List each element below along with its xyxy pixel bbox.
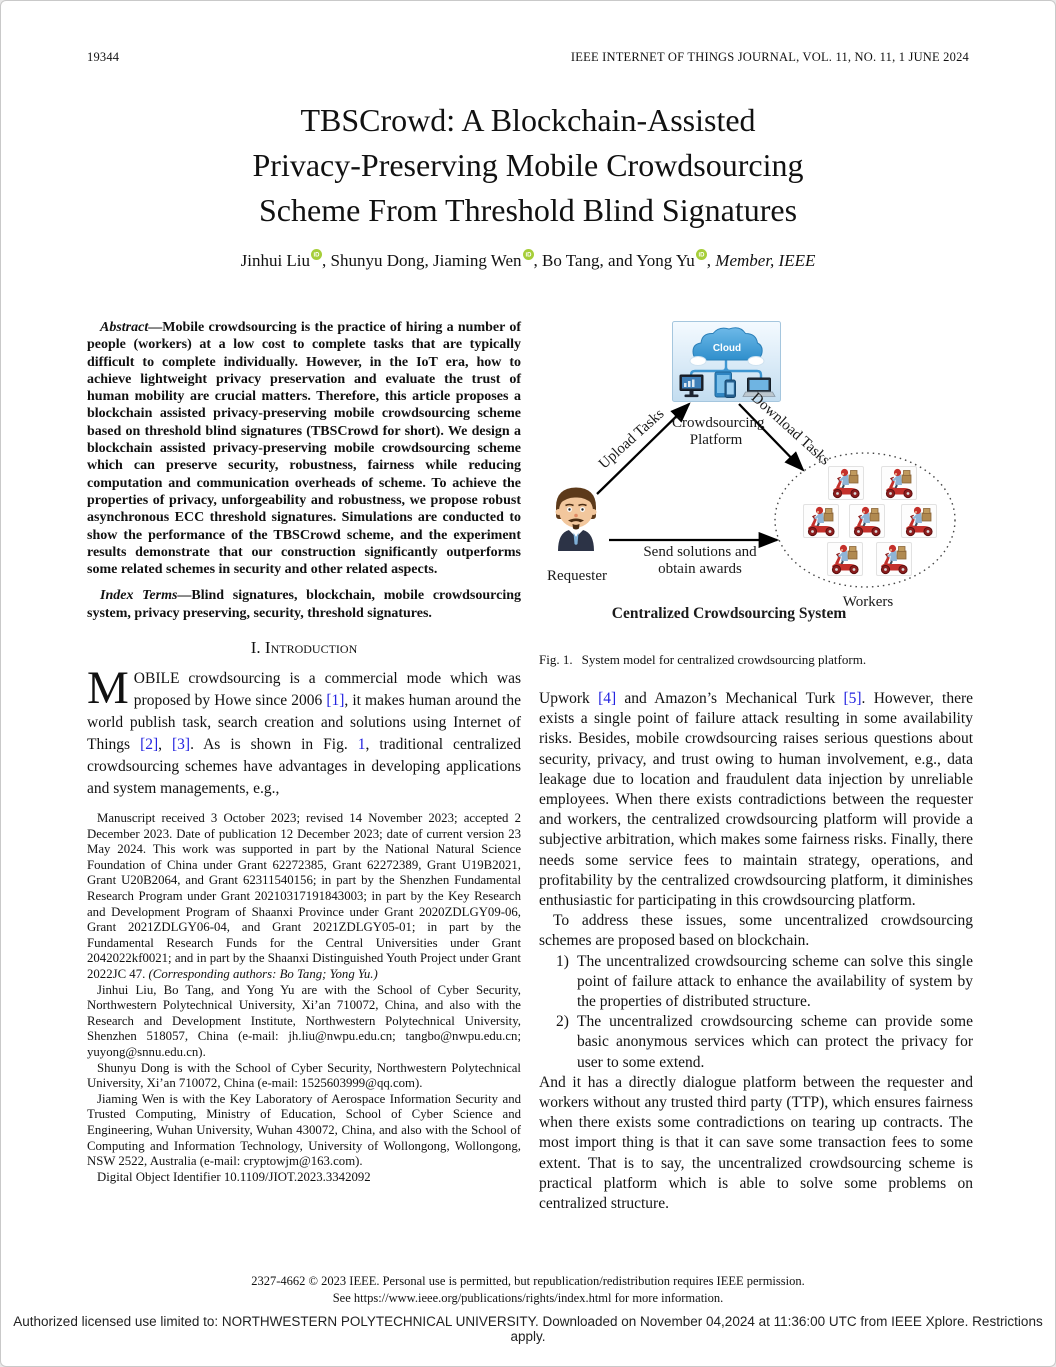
- body-text: and Amazon’s Mechanical Turk: [616, 690, 844, 707]
- platform-label-line2: Platform: [689, 432, 743, 448]
- download-tasks-label: Download Tasks: [747, 389, 833, 469]
- worker-scooter-icon: [882, 467, 917, 500]
- first-page-footnotes: [87, 811, 521, 1185]
- figure-1-caption: [539, 652, 973, 668]
- abstract-label: Abstract: [100, 320, 149, 335]
- figure-caption-text: System model for centralized crowdsourcing platform.: [581, 652, 867, 667]
- send-solutions-label: [641, 544, 759, 578]
- footnote-text: Manuscript received 3 October 2023; revised 14 November 2023; accepted 2 December 2023. Date of publication 12 December 2023; date of current version 23 May 2024. This work was supported in part by the National Natural Science Foundation of China under Grant 62272385, Grant 62272389, Grant U19B2021, Grant U20B2064, and Grant 62311540156; in part by the Shenzhen Fundamental Research Program under Grant 20210317191843003; in part by the Key Research and Development Program of Shaanxi Province under Grant 2020ZDLGY09-06, Grant 2021ZDLGY06-04, and Grant 2021ZDLGY05-01; in part by the Fundamental Research Funds for the Central Universities under Grant 2042022kf0021; and in part by the Shaanxi Distinguished Youth Project under Grant 2022JC 47.: [87, 811, 521, 981]
- rights-url-line: See https://www.ieee.org/publications/rights/index.html for more information.: [332, 1291, 724, 1305]
- index-terms-label: Index Terms: [100, 588, 178, 604]
- intro-text: , it makes human around the world publish task, search creation and solutions using Internet of Things: [87, 692, 521, 754]
- footnote-affiliation-2: Shunyu Dong is with the School of Cyber Security, Northwestern Polytechnical University, Xi’an 710072, China (e-mail: 1525603999@qq.com).: [87, 1060, 521, 1091]
- upload-tasks-label: Upload Tasks: [595, 405, 668, 473]
- worker-scooter-icon: [850, 505, 885, 538]
- citation-ref-2[interactable]: [2]: [140, 736, 159, 754]
- running-head: [87, 50, 969, 65]
- footnote-affiliation-1: Jinhui Liu, Bo Tang, and Yong Yu are with the School of Cyber Security, Northwestern Polytechnical University, Xi’an 710072, China, and also with the Research and Development Institute, Northwestern Polytechnical University, Shenzhen 518057, China (e-mail: jh.liu@nwpu.edu.cn; tangbo@nwpu.edu.cn; yuyong@snnu.edu.cn).: [87, 982, 521, 1059]
- cloud-platform-graphic: [673, 322, 781, 402]
- author-names: , Shunyu Dong, Jiaming Wen: [322, 251, 522, 270]
- index-terms-text: —Blind signatures, blockchain, mobile crowdsourcing system, privacy preserving, security, threshold signatures.: [87, 588, 521, 621]
- figure-ref-1[interactable]: 1: [357, 736, 366, 754]
- citation-ref-1[interactable]: [1]: [326, 692, 345, 710]
- abstract: [87, 319, 521, 578]
- svg-text:iD: iD: [698, 252, 705, 259]
- member-designation: Member, IEEE: [715, 251, 816, 270]
- body-text: . However, there exists a single point of failure attack resulting in some availability risks. Besides, mobile crowdsourcing raises serious questions about security, privacy, and trust owing to human involvement, e.g., data leakage due to location and fraudulent data injection by unreliable employees. When there exists contradictions between the requester and workers, the centralized crowdsourcing platform will provide a subjective arbitration, which makes some fairness risks. Finally, there needs some service fees to maintain strategy, operations, and profitability by the centralized crowdsourcing platform, it diminishes enthusiastic for participating in this crowdsourcing platform.: [539, 690, 973, 910]
- intro-text: ,: [158, 736, 173, 754]
- abstract-text: —Mobile crowdsourcing is the practice of hiring a number of people (workers) at a low cost to complete tasks that are typically difficult to complete individually. However, in the IoT era, how to achieve lightweight privacy preservation and evaluate the trust of human mobility are crucial matters. Therefore, this article proposes a blockchain assisted privacy-preserving mobile crowdsourcing scheme based on threshold blind signatures (TBSCrowd for short). We design a blockchain assisted privacy-preserving mobile crowdsourcing scheme which can preserve security, robustness, fairness while reducing computation and communication overheads of scheme. To achieve the properties of privacy, unforgeability and robustness, we propose robust asynchronous ECC threshold signatures. Simulations are conducted to show the performance of the TBSCrowd scheme, and the experiment results demonstrate that our construction significantly outperforms some related schemes in security and other related aspects.: [87, 320, 521, 578]
- title-line-3: Scheme From Threshold Blind Signatures: [258, 192, 798, 228]
- svg-text:iD: iD: [313, 252, 320, 259]
- page-number: 19344: [87, 50, 120, 64]
- title-line-2: Privacy-Preserving Mobile Crowdsourcing: [252, 147, 804, 183]
- footnote-affiliation-3: Jiaming Wen is with the Key Laboratory of Aerospace Information Security and Trusted Computing, Ministry of Education, School of Cyber Science and Engineering, Wuhan University, Wuhan 430072, China, and also with the School of Computing and Information Technology, University of Wollongong, Wollongong, NSW 2522, Australia (e-mail: cryptowjm@163.com).: [87, 1091, 521, 1169]
- list-item: [556, 952, 973, 1013]
- license-notice: Authorized licensed use limited to: NORTHWESTERN POLYTECHNICAL UNIVERSITY. Downloaded on November 04,2024 at 11:36:00 UTC from IEEE Xplore. Restrictions apply.: [13, 1314, 1043, 1344]
- citation-ref-4[interactable]: [4]: [598, 690, 617, 707]
- author-names: , Bo Tang, and Yong Yu: [533, 251, 695, 270]
- workers-label: Workers: [842, 594, 894, 610]
- body-text: Upwork: [539, 690, 599, 707]
- section-heading-introduction: I. Introduction: [250, 638, 358, 658]
- platform-label: [672, 415, 765, 449]
- worker-scooter-icon: [902, 505, 937, 538]
- list-item: [556, 1012, 973, 1073]
- introduction-paragraph: [87, 662, 522, 800]
- svg-text:iD: iD: [525, 252, 531, 259]
- orcid-icon[interactable]: [696, 249, 707, 260]
- copyright-footer: [1, 1273, 1055, 1307]
- intro-text: , traditional centralized crowdsourcing schemes have advantages in developing applications and system managements, e.g.,: [87, 736, 522, 798]
- worker-scooter-icon: [877, 543, 912, 576]
- send-solutions-line1: Send solutions and: [643, 544, 757, 560]
- orcid-icon[interactable]: [523, 249, 534, 260]
- figure-caption-label: Fig. 1.: [539, 652, 573, 667]
- send-solutions-line2: obtain awards: [658, 561, 742, 577]
- numbered-list: [539, 952, 973, 1073]
- footnote-manuscript: [87, 811, 521, 983]
- worker-scooter-icon: [804, 505, 839, 538]
- right-column: [539, 313, 973, 1214]
- orcid-icon[interactable]: [311, 249, 322, 260]
- journal-header: IEEE INTERNET OF THINGS JOURNAL, VOL. 11, NO. 11, 1 JUNE 2024: [570, 50, 969, 64]
- requester-label: Requester: [547, 568, 607, 584]
- authors-line: [1, 249, 1055, 271]
- body-paragraph-2: To address these issues, some uncentralized crowdsourcing schemes are proposed based on blockchain.: [539, 912, 973, 950]
- list-item-number: 2): [556, 1013, 569, 1031]
- list-item-text: The uncentralized crowdsourcing scheme can provide some basic anonymous services which can protect the privacy for user to some extend.: [577, 1013, 973, 1071]
- worker-scooter-icon: [828, 543, 863, 576]
- intro-text: OBILE crowdsourcing is a commercial mode which was proposed by Howe since 2006: [133, 670, 521, 710]
- body-paragraph-3: And it has a directly dialogue platform between the requester and workers without any trusted third party (TTP), which ensures fairness when there exists some contradictions on tearing up contracts. The most import thing is that it can save some transaction fees to some extent. That is to say, the uncentralized crowdsourcing scheme is practical platform which is able to solve some problems on centralized structure.: [539, 1073, 973, 1213]
- figure-1-canvas: [539, 313, 973, 645]
- list-item-number: 1): [556, 952, 569, 970]
- citation-ref-5[interactable]: [5]: [843, 690, 862, 707]
- drop-cap: M: [87, 662, 129, 715]
- platform-label-line1: Crowdsourcing: [672, 415, 765, 431]
- figure-system-title: Centralized Crowdsourcing System: [611, 605, 847, 622]
- figure-1: [539, 313, 973, 645]
- copyright-line: 2327-4662 © 2023 IEEE. Personal use is permitted, but republication/redistribution requires IEEE permission.: [251, 1274, 805, 1288]
- cloud-label: Cloud: [712, 343, 742, 354]
- index-terms: [87, 587, 521, 622]
- body-paragraph-1: [539, 689, 973, 911]
- title-line-1: TBSCrowd: A Blockchain-Assisted: [300, 102, 756, 138]
- author-name: Jinhui Liu: [240, 251, 311, 270]
- corresponding-authors: (Corresponding authors: Bo Tang; Yong Yu.): [148, 966, 378, 981]
- list-item-text: The uncentralized crowdsourcing scheme can solve this single point of failure attack to enhance the availability of system by the properties of distributed structure.: [577, 952, 973, 1011]
- footnote-doi: Digital Object Identifier 10.1109/JIOT.2023.3342092: [97, 1169, 371, 1184]
- author-separator: ,: [706, 251, 716, 270]
- left-column: [87, 319, 521, 1185]
- intro-text: . As is shown in Fig.: [190, 736, 358, 754]
- worker-scooter-icon: [829, 467, 864, 500]
- requester-icon: [556, 488, 597, 552]
- paper-title: [1, 98, 1055, 233]
- citation-ref-3[interactable]: [3]: [172, 736, 191, 754]
